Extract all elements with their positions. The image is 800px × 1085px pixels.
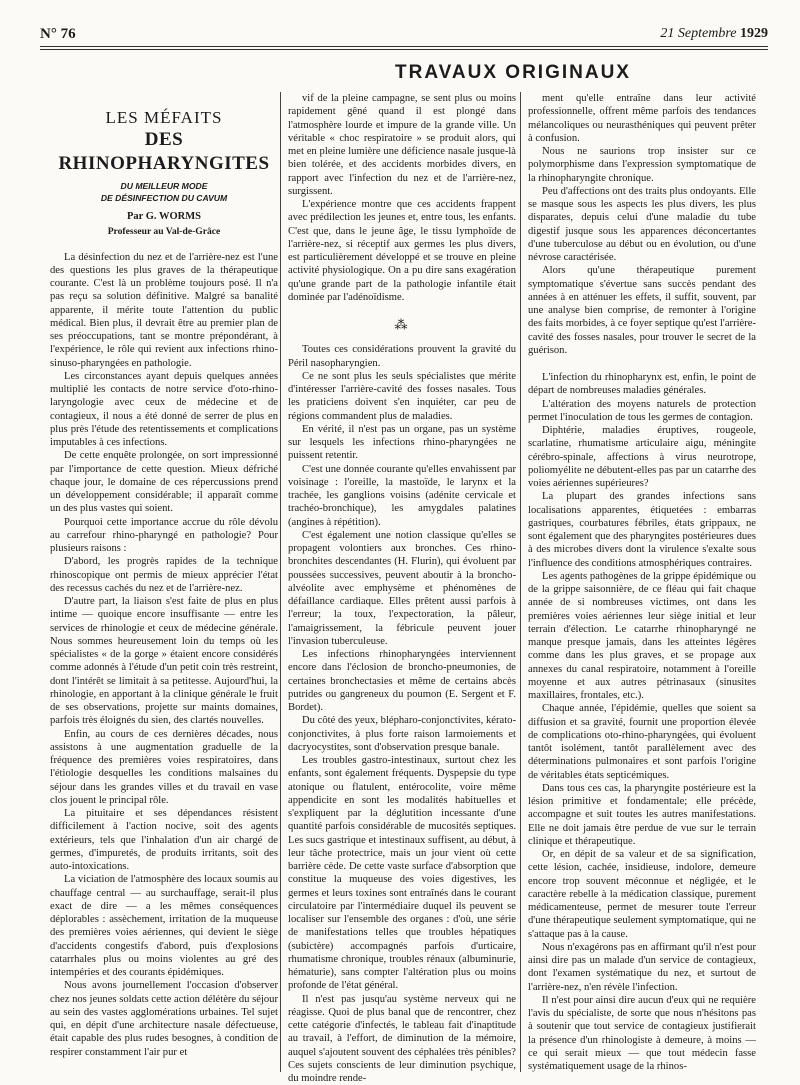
- paragraph: Alors qu'une thérapeutique purement symptomatique s'évertue sans succès pendant des années à en atténuer les effets, il suffit, souvent, par une analyse bien comprise, de remonter à l'origine des faits morbides, à ce foyer septique qu'est l'arrière-cavité des fosses nasales, pour trouver le secret de la guérison.: [528, 264, 756, 357]
- column-divider: [280, 92, 281, 1072]
- paragraph: L'expérience montre que ces accidents frappent avec prédilection les jeunes et, entre tous, les enfants. C'est que, dans le jeune âge, le tissu lymphoïde de l'arrière-nez, si réceptif aux germes les plus divers, est particulièrement développé et se trouve en pleine activité physiologique. On a pu dire sans exagération qu'une grande part de la pathologie infantile était dominée par l'adénoïdisme.: [288, 198, 516, 304]
- article-title-line1: LES MÉFAITS: [50, 108, 278, 128]
- column-1-body: [50, 251, 278, 1059]
- section-title: TRAVAUX ORIGINAUX: [260, 62, 766, 84]
- paragraph: Peu d'affections ont des traits plus ondoyants. Elle se masque sous les aspects les plus divers, les plus disparates, depuis celui d'une maladie du tube digestif jusque sous les apparences déconcertantes d'une tuberculose au début ou en évolution, ou d'une névrose caractérisée.: [528, 185, 756, 265]
- column-divider: [520, 92, 521, 1072]
- paragraph: Pourquoi cette importance accrue du rôle dévolu au carrefour rhino-pharyngé en pathologie? Pour plusieurs raisons :: [50, 516, 278, 556]
- paragraph: Les circonstances ayant depuis quelques années multiplié les contacts de notre service d'oto-rhino-laryngologie avec ceux de médecine et de contagieux, il nous a été donné de serrer de plus en plus près l'étude des retentissements et complications imputables à ces infections.: [50, 370, 278, 450]
- paragraph: Chaque année, l'épidémie, quelles que soient sa diffusion et sa gravité, fournit une proportion élevée de complications oto-rhino-pharyngées, qui évoluent tantôt isolément, tantôt parallèlement avec des déterminations pulmonaires et sont parfois l'origine de véritables états septicémiques.: [528, 702, 756, 782]
- issue-date: [660, 26, 768, 42]
- paragraph: Les troubles gastro-intestinaux, surtout chez les enfants, sont également fréquents. Dyspepsie du type atonique ou flatulent, entérocolite, voire même appendicite en sont les modalités habituelles et s'expliquent par la déglutition incessante d'une quantité parfois considérable de mucosités septiques. Les sucs gastrique et intestinaux suffisent, au début, à leur tâche protectrice, mais un jour vient où cette barrière cède. De cette vaste surface d'absorption que constitue la muqueuse des voies digestives, les germes et leurs toxines sont entraînés dans le courant circulatoire par l'intermédiaire duquel ils peuvent se localiser sur l'ensemble des organes : d'où, une série de manifestations telles que troubles hépatiques (subictère) accompagnés parfois d'urticaire, rhumatisme chronique, troubles rénaux (albuminurie, hématurie), sans compter l'altération plus ou moins profonde de l'état général.: [288, 754, 516, 993]
- paragraph: Toutes ces considérations prouvent la gravité du Péril nasopharyngien.: [288, 343, 516, 370]
- paragraph: En vérité, il n'est pas un organe, pas un système sur lesquels les infections rhino-pharyngées ne puissent retentir.: [288, 423, 516, 463]
- paragraph: La pituitaire et ses dépendances résistent difficilement à l'action nocive, soit des agents extérieurs, tels que l'inhalation d'un air chargé de germes, d'impuretés, de produits irritants, soit des auto-intoxications.: [50, 807, 278, 873]
- paragraph: Il n'est pas jusqu'au système nerveux qui ne réagisse. Quoi de plus banal que de rencontrer, chez cette catégorie d'infectés, le tableau fait d'inaptitude au travail, à l'effort, de diminution de la mémoire, auquel s'ajoutent souvent des céphalées très pénibles? Ces sujets conscients de leur diminution psychique, du moindre rende-: [288, 993, 516, 1085]
- column-3: [528, 92, 756, 1073]
- column-2-body-b: [288, 343, 516, 1085]
- article-author: Par G. WORMS: [50, 210, 278, 223]
- article-subtitle-line1: DU MEILLEUR MODE: [50, 180, 278, 192]
- paragraph: ment qu'elle entraîne dans leur activité professionnelle, offrent même parfois des tendances mélancoliques ou neurasthéniques qui peuvent prêter à confusion.: [528, 92, 756, 145]
- paragraph: D'abord, les progrès rapides de la technique rhinoscopique ont permis de mieux apprécier l'état des recessus cachés du nez et de l'arrière-nez.: [50, 555, 278, 595]
- paragraph: Nous n'exagérons pas en affirmant qu'il n'est pour ainsi dire pas un malade d'un service de contagieux, dont l'examen systématique du nez, et surtout de l'arrière-nez, n'en révèle l'infection.: [528, 941, 756, 994]
- paragraph: Il n'est pour ainsi dire aucun d'eux qui ne requière l'avis du spécialiste, de sorte que nous n'hésitons pas à soutenir que tout service de contagieux justifierait la présence d'un rhinologiste à demeure, à moins — ce qui serait mieux — que tout médecin fasse systématiquement usage de la rhinos-: [528, 994, 756, 1074]
- paragraph: La plupart des grandes infections sans localisations apparentes, étiquetées : embarras gastriques, courbatures fébriles, états grippaux, ne sont également que des pharyngites postérieures dues à des microbes divers dont la virulence s'exalte sous l'influence des conditions atmosphériques contraires.: [528, 490, 756, 570]
- paragraph: Du côté des yeux, blépharo-conjonctivites, kérato-conjonctivites, à plus forte raison larmoiements et dacryocystites, sont d'observation presque banale.: [288, 714, 516, 754]
- column-3-body: [528, 92, 756, 1073]
- page-header: [40, 20, 768, 44]
- paragraph: Ce ne sont plus les seuls spécialistes que mérite d'intéresser l'arrière-cavité des fosses nasales. Tous les praticiens doivent s'en inquiéter, car peu de régions commandent plus de maladies.: [288, 370, 516, 423]
- column-2-body-a: [288, 92, 516, 304]
- issue-date-day-month: 21 Septembre: [660, 26, 740, 41]
- paragraph: Diphtérie, maladies éruptives, rougeole, scarlatine, rhumatisme articulaire aigu, méningite cérébro-spinale, affections à virus neurotrope, poliomyélite ne débutent-elles pas par un catarrhe des voies aériennes supérieures?: [528, 424, 756, 490]
- paragraph: La désinfection du nez et de l'arrière-nez est l'une des questions les plus graves de la thérapeutique courante. C'est là un problème toujours posé. Il n'a pas reçu sa solution définitive. Malgré sa banalité apparente, il mérite toute l'attention du public médical. Bien plus, il devrait être au premier plan de ses préoccupations, tant se montre prépondérant, à l'expérience, le rôle qui revient aux infections rhino-sinuso-pharyngées en pathologie.: [50, 251, 278, 370]
- paragraph: Nous ne saurions trop insister sur ce polymorphisme dans l'expression symptomatique de la rhinopharyngite chronique.: [528, 145, 756, 185]
- column-2: [288, 92, 516, 1085]
- header-rule-double: [40, 49, 768, 50]
- paragraph: La viciation de l'atmosphère des locaux soumis au chauffage central — au surchauffage, serait-il plus exact de dire — a les mêmes conséquences déplorables : assèchement, irritation de la muqueuse des premières voies aériennes, qui devient le siège d'accidents congestifs d'abord, puis d'explosions catarrhales plus ou moins violentes au gré des intempéries et des courants épidémiques.: [50, 873, 278, 979]
- article-title-line2: DES RHINOPHARYNGITES: [50, 128, 278, 176]
- paragraph: Enfin, au cours de ces dernières décades, nous assistons à une augmentation graduelle de la fréquence des premières voies respiratoires, dans l'étiologie desquelles les conditions malsaines du séjour dans les grandes villes et du travail en vase clos jouent le principal rôle.: [50, 728, 278, 808]
- paragraph: De cette enquête prolongée, on sort impressionné par l'importance de cette question. Mieux défriché chaque jour, le domaine de ces répercussions prend un développement considérable; il apparaît comme un des plus vastes qui soient.: [50, 449, 278, 515]
- paragraph: C'est également une notion classique qu'elles se propagent volontiers aux bronches. Ces rhino-bronchites descendantes (H. Flurin), qui évoluent par poussées successives, peuvent aboutir à la broncho-alvéolite avec emphysème et phénomènes de défaillance cardiaque. Elles prêtent aussi parfois à l'erreur; la toux, l'expectoration, la pâleur, l'amaigrissement, la fébricule peuvent jouer l'invasion tuberculeuse.: [288, 529, 516, 648]
- issue-date-year: 1929: [740, 26, 768, 41]
- paragraph: Les infections rhinopharyngées interviennent encore dans l'éclosion de broncho-pneumonies, de certaines bronchectasies et même de certains abcès putrides ou gangreneux du poumon (E. Sergent et F. Bordet).: [288, 648, 516, 714]
- paragraph: Les agents pathogènes de la grippe épidémique ou de la grippe saisonnière, de ce fléau qui fait chaque année de si nombreuses victimes, ont dans les premières voies aériennes leur siège initial et leur terrain d'élection. Le catarrhe rhinopharyngé ne manque presque jamais, dans les atteintes légères comme dans les plus graves, et se propage aux annexes du canal respiratoire, notamment à l'oreille moyenne et aux autres pétrinasaux (sinusites maxillaires, frontales, etc.).: [528, 570, 756, 703]
- paragraph: L'altération des moyens naturels de protection permet l'inoculation de tous les germes de contagion.: [528, 398, 756, 425]
- column-1: [50, 92, 278, 1059]
- paragraph: C'est une donnée courante qu'elles envahissent par voisinage : l'oreille, la mastoïde, le larynx et la trachée, les ganglions voisins (adénite cervicale et trachéo-bronchique), les amygdales palatines (angines à répétition).: [288, 463, 516, 529]
- paragraph: Or, en dépit de sa valeur et de sa signification, cette lésion, cachée, insidieuse, indolore, demeure encore trop souvent méconnue et négligée, et le caractère rebelle à la médication classique, purement médicamenteuse, permet de mesurer toute l'erreur d'une thérapeutique seulement symptomatique, qui ne s'attaque pas à la cause.: [528, 848, 756, 941]
- page-number: N° 76: [40, 26, 76, 43]
- paragraph: D'autre part, la liaison s'est faite de plus en plus intime — quoique encore insuffisante — entre les services de rhinologie et ceux de médecine générale. Nous sommes heureusement loin du temps où les spécialistes « de la gorge » étaient encore considérés comme adonnés à l'étude d'un petit coin très restreint, dont l'intérêt se limitait à sa petitesse. Aujourd'hui, la rhinologie, en apportant à la clinique générale le fruit de ses observations, projette sur maints domaines, parfois très éloignés du sien, des clartés nouvelles.: [50, 595, 278, 728]
- paragraph: Dans tous ces cas, la pharyngite postérieure est la lésion primitive et fondamentale; elle précède, accompagne et suit toutes les autres manifestations. Elle ne doit jamais être perdue de vue sur le terrain clinique et thérapeutique.: [528, 782, 756, 848]
- paragraph: L'infection du rhinopharynx est, enfin, le point de départ de nombreuses maladies générales.: [528, 371, 756, 398]
- paragraph-gap: [528, 357, 756, 371]
- header-rule: [40, 46, 768, 47]
- article-subtitle-line2: DE DÉSINFECTION DU CAVUM: [50, 192, 278, 204]
- article-heading: [50, 108, 278, 239]
- paragraph: vif de la pleine campagne, se sent plus ou moins rapidement gêné quand il est plongé dans l'atmosphère lourde et impure de la grande ville. Un véritable « choc respiratoire » se produit alors, qui met en pleine lumière une déficience nasale jusque-là bien tolérée, et des accidents morbides divers, en rapport avec l'infection du nez et de l'arrière-nez, surgissent.: [288, 92, 516, 198]
- section-separator: ⁂: [288, 318, 516, 331]
- paragraph: Nous avons journellement l'occasion d'observer chez nos jeunes soldats cette action délétère du séjour au sein des vastes agglomérations urbaines. Tel sujet qui, en dépit d'une architecture nasale défectueuse, était capable des plus rudes besognes, à condition de respirer constamment l'air pur et: [50, 979, 278, 1059]
- author-affiliation: Professeur au Val-de-Grâce: [50, 225, 278, 238]
